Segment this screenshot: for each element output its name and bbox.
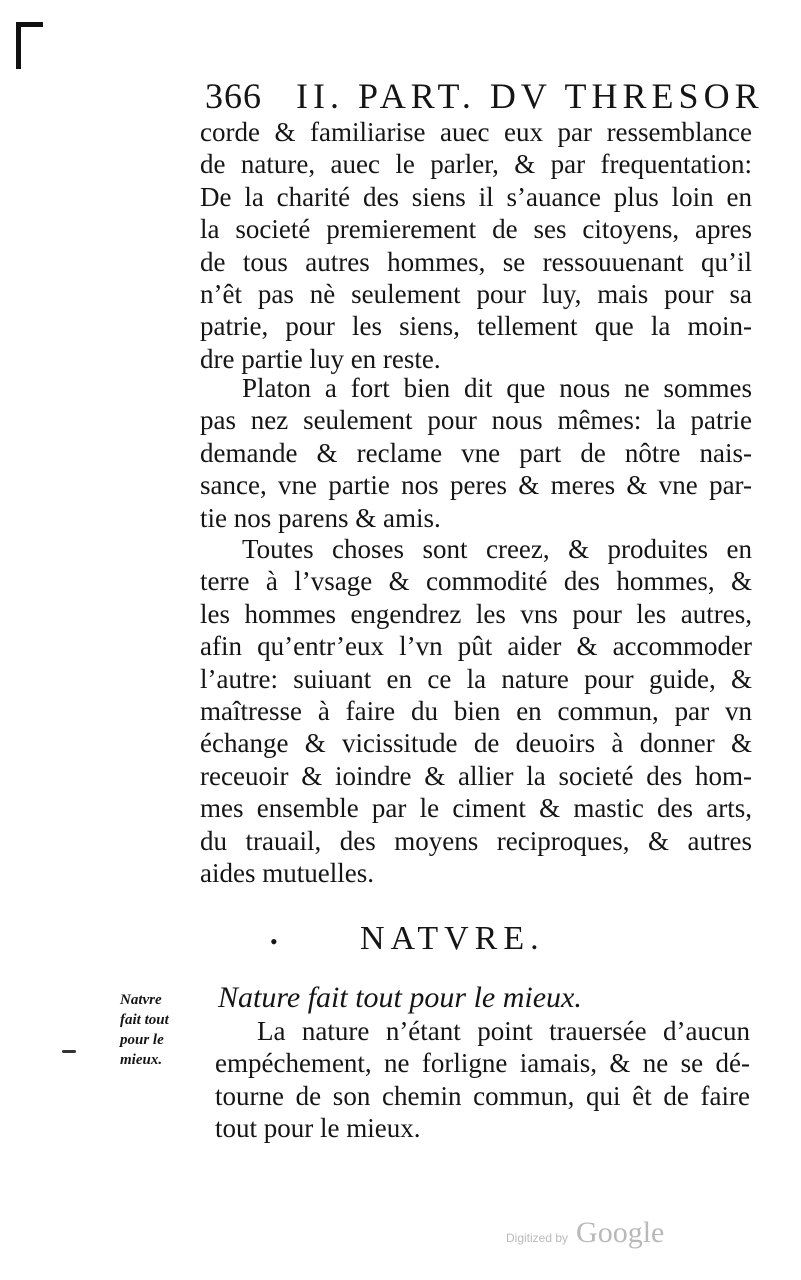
text-line: de tous autres hommes, se ressouuenant qu’il [200, 246, 752, 277]
text-line: de nature, auec le parler, & par frequentation: [200, 149, 752, 180]
section-heading [270, 916, 640, 962]
watermark-prefix: Digitized by [506, 1231, 569, 1245]
text-line: dre partie luy en reste. [200, 343, 441, 374]
text-line: aides mutuelles. [200, 857, 374, 888]
paragraph-1 [200, 116, 752, 375]
text-line: tourne de son chemin commun, qui êt de faire [215, 1080, 750, 1111]
text-line: tout pour le mieux. [215, 1113, 421, 1144]
text-line: du trauail, des moyens reciproques, & autres [200, 825, 752, 856]
text-line: Toutes choses sont creez, & produites en [242, 534, 752, 564]
section-subheading: Nature fait tout pour le mieux. [218, 981, 582, 1014]
margin-note-line: pour le [120, 1032, 164, 1048]
bullet-icon: • [270, 929, 284, 954]
text-line: mes ensemble par le ciment & mastic des arts, [200, 793, 752, 824]
text-line: afin qu’entr’eux l’vn pût aider & accommoder [200, 631, 752, 662]
running-title: II. PART. DV THRESOR [296, 76, 764, 116]
text-line: demande & reclame vne part de nôtre nais- [200, 437, 752, 468]
text-line: La nature n’étant point trauersée d’aucun [257, 1016, 750, 1046]
text-line: la societé premierement de ses citoyens, apres [200, 214, 752, 245]
text-line: receuoir & ioindre & allier la societé des hom- [200, 760, 752, 791]
section-heading-text: NATVRE. [360, 920, 545, 957]
margin-note-line: Natvre [120, 992, 162, 1008]
watermark-brand: Google [576, 1216, 665, 1249]
text-line: terre à l’vsage & commodité des hommes, & [200, 566, 752, 597]
text-line: maîtresse à faire du bien en commun, par vn [200, 695, 752, 726]
text-line: échange & vicissitude de deuoirs à donner & [200, 728, 752, 759]
text-line: les hommes engendrez les vns pour les autres, [200, 598, 752, 629]
margin-note-line: mieux. [120, 1052, 163, 1068]
text-line: l’autre: suiuant en ce la nature pour guide, & [200, 663, 752, 694]
text-line: De la charité des siens il s’auance plus loin en [200, 181, 752, 212]
text-line: sance, vne partie nos peres & meres & vne par- [200, 470, 752, 501]
text-line: pas nez seulement pour nous mêmes: la patrie [200, 405, 752, 436]
corner-crop-mark [16, 22, 43, 69]
text-line: patrie, pour les siens, tellement que la moin- [200, 311, 752, 342]
text-line: n’êt pas nè seulement pour luy, mais pour sa [200, 278, 752, 309]
margin-note-line: fait tout [120, 1012, 169, 1028]
digitized-watermark [506, 1216, 664, 1250]
margin-dash-mark [62, 1050, 76, 1053]
running-head [205, 76, 764, 116]
text-line: Platon a fort bien dit que nous ne sommes [242, 373, 752, 403]
margin-note [120, 990, 200, 1070]
text-line: corde & familiarise auec eux par ressemblance [200, 117, 752, 147]
page-number: 366 [205, 76, 262, 116]
paragraph-3 [200, 533, 752, 889]
paragraph-2 [200, 372, 752, 534]
paragraph-4 [215, 1015, 750, 1145]
text-line: empéchement, ne forligne iamais, & ne se dé- [215, 1048, 750, 1079]
text-line: tie nos parens & amis. [200, 502, 441, 533]
